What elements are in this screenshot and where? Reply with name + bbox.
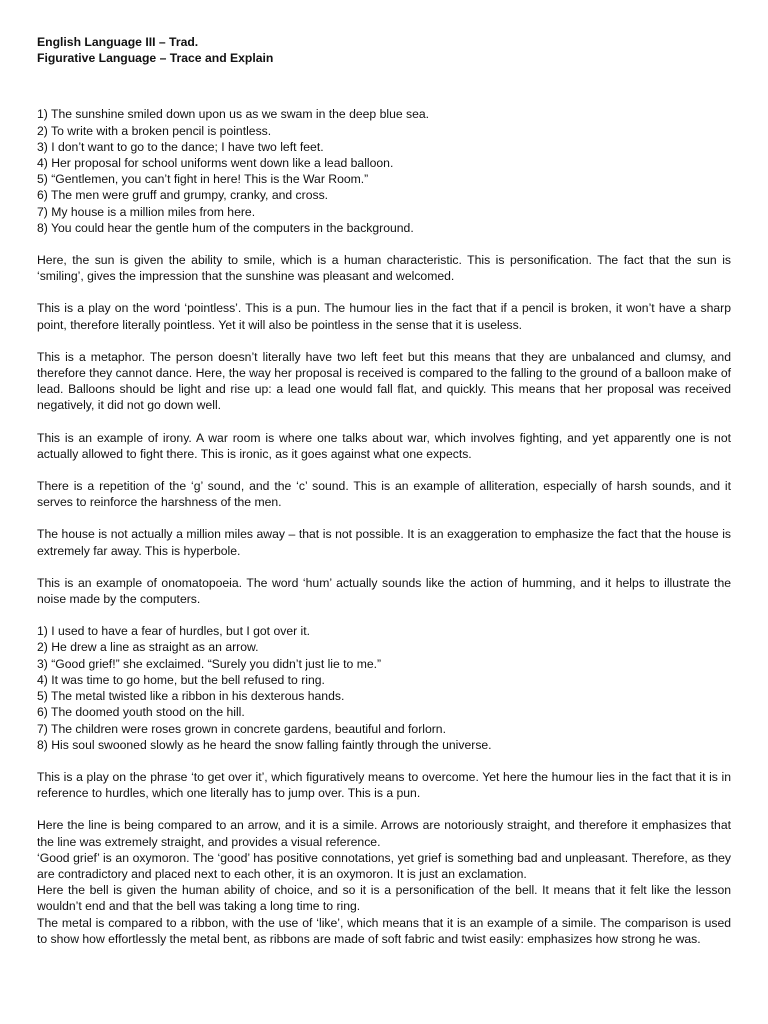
explanation-paragraph: This is a play on the phrase ‘to get over it’, which figuratively means to overcome. Yet here the humour lies in the fact that it is in reference to hurdles, which one literally has to jump over. This is a pun. — [37, 769, 731, 801]
explanation-paragraph: ‘Good grief’ is an oxymoron. The ‘good’ has positive connotations, yet grief is something bad and unpleasant. Therefore, as they are contradictory and placed next to each other, it is an oxymoron. It is just an exclamation. — [37, 850, 731, 881]
explanation-paragraph: The house is not actually a million miles away – that is not possible. It is an exaggeration to emphasize the fact that the house is extremely far away. This is hyperbole. — [37, 527, 731, 558]
list-item: 7) My house is a million miles from here. — [37, 204, 256, 219]
explanation-paragraph: This is a play on the word ‘pointless’. This is a pun. The humour lies in the fact that if a pencil is broken, it won’t have a sharp point, therefore literally pointless. Yet it will also be pointless in the sense that it is useless. — [37, 301, 731, 332]
list-item: 4) It was time to go home, but the bell refused to ring. — [37, 672, 325, 687]
explanation-paragraph: There is a repetition of the ‘g’ sound, and the ‘c’ sound. This is an example of alliteration, especially of harsh sounds, and it serves to reinforce the harshness of the men. — [37, 479, 731, 510]
explanation-paragraph: Here the line is being compared to an arrow, and it is a simile. Arrows are notoriously straight, and therefore it emphasizes that the line was extremely straight, and provides a visual reference. — [37, 818, 731, 849]
explanation-paragraph: The metal is compared to a ribbon, with the use of ‘like’, which means that it is an example of a simile. The comparison is used to show how effortlessly the metal bent, as ribbons are made of soft fabric and twist easily: emphasizes how strong he was. — [37, 915, 731, 946]
explanation-paragraph: Here the bell is given the human ability of choice, and so it is a personification of the bell. It means that it felt like the lesson wouldn’t end and that the bell was taking a long time to ring. — [37, 883, 731, 914]
sentence-list-2 — [37, 623, 731, 753]
explanation-paragraph: This is an example of onomatopoeia. The word ‘hum’ actually sounds like the action of humming, and it helps to illustrate the noise made by the computers. — [37, 575, 731, 607]
list-item: 5) The metal twisted like a ribbon in his dexterous hands. — [37, 689, 345, 704]
list-item: 3) “Good grief!” she exclaimed. “Surely you didn’t just lie to me.” — [37, 656, 382, 671]
list-item: 8) His soul swooned slowly as he heard the snow falling faintly through the universe. — [37, 737, 492, 752]
list-item: 8) You could hear the gentle hum of the computers in the background. — [37, 220, 414, 235]
list-item: 5) “Gentlemen, you can’t fight in here! This is the War Room.” — [37, 172, 369, 187]
explanation-paragraph: This is a metaphor. The person doesn’t literally have two left feet but this means that they are unbalanced and clumsy, and therefore they cannot dance. Here, the way her proposal is received is compared to the falling to the ground of a balloon make of lead. Balloons should be light and rise up: a lead one would fall flat, and quickly. This means that her proposal was received negatively, it did not go down well. — [37, 349, 731, 413]
list-item: 6) The men were gruff and grumpy, cranky, and cross. — [37, 188, 329, 203]
list-item: 2) To write with a broken pencil is pointless. — [37, 123, 272, 138]
list-item: 6) The doomed youth stood on the hill. — [37, 705, 245, 720]
list-item: 7) The children were roses grown in concrete gardens, beautiful and forlorn. — [37, 721, 446, 736]
document-page — [37, 34, 731, 947]
explanation-paragraph: Here, the sun is given the ability to smile, which is a human characteristic. This is personification. The fact that the sun is ‘smiling’, gives the impression that the sunshine was pleasant and welcomed. — [37, 253, 731, 284]
document-title-line2: Figurative Language – Trace and Explain — [37, 51, 274, 66]
list-item: 1) The sunshine smiled down upon us as we swam in the deep blue sea. — [37, 107, 430, 122]
list-item: 1) I used to have a fear of hurdles, but I got over it. — [37, 624, 311, 639]
list-item: 4) Her proposal for school uniforms went down like a lead balloon. — [37, 156, 394, 171]
document-title-line1: English Language III – Trad. — [37, 35, 199, 49]
sentence-list-1 — [37, 106, 731, 236]
explanation-paragraph: This is an example of irony. A war room is where one talks about war, which involves fighting, and yet apparently one is not actually allowed to fight there. This is ironic, as it goes against what one expects. — [37, 430, 731, 461]
list-item: 2) He drew a line as straight as an arrow. — [37, 640, 259, 655]
list-item: 3) I don’t want to go to the dance; I have two left feet. — [37, 139, 324, 154]
